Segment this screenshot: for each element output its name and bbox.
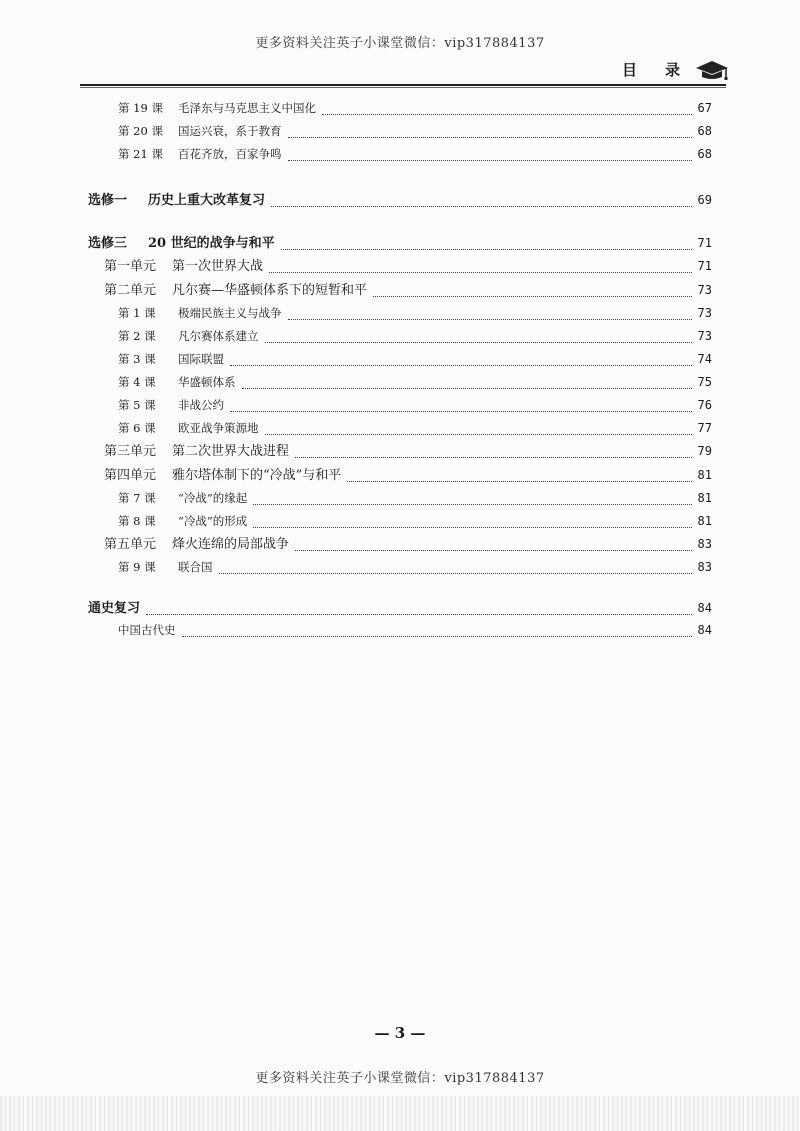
toc-row[interactable] bbox=[118, 418, 712, 438]
toc-leader bbox=[265, 328, 693, 343]
page-number: — 3 — bbox=[374, 1024, 426, 1042]
toc-leader bbox=[269, 258, 692, 273]
toc-row-page: 77 bbox=[697, 421, 712, 435]
header-title bbox=[622, 59, 682, 80]
toc-row[interactable] bbox=[88, 598, 712, 618]
toc-row[interactable] bbox=[118, 511, 712, 531]
toc-row-number: 第 5 课 bbox=[118, 398, 156, 412]
toc-row-page: 68 bbox=[697, 124, 712, 138]
toc-row-title: 第一次世界大战 bbox=[172, 259, 264, 274]
toc-row-title: 毛泽东与马克思主义中国化 bbox=[178, 101, 316, 115]
toc-row-number: 第四单元 bbox=[104, 468, 157, 483]
toc-leader bbox=[295, 443, 692, 458]
toc-leader bbox=[230, 351, 692, 366]
toc-row-page: 84 bbox=[697, 601, 712, 615]
toc-row-title: 20 世纪的战争与和平 bbox=[148, 236, 275, 251]
toc-row[interactable] bbox=[118, 620, 712, 640]
header-rule bbox=[80, 84, 726, 86]
toc-leader bbox=[146, 600, 692, 615]
header-title-char-2: 录 bbox=[665, 61, 683, 79]
toc-row[interactable] bbox=[118, 326, 712, 346]
toc-row-page: 73 bbox=[697, 329, 712, 343]
toc-leader bbox=[253, 513, 692, 528]
toc-row-page: 67 bbox=[697, 101, 712, 115]
toc-row-title: 烽火连绵的局部战争 bbox=[172, 537, 290, 552]
toc-row-number: 第 2 课 bbox=[118, 329, 156, 343]
toc-leader bbox=[288, 123, 693, 138]
toc-row-number: 第 8 课 bbox=[118, 514, 156, 528]
toc-row-page: 81 bbox=[697, 468, 712, 482]
toc-row-title: 中国古代史 bbox=[118, 623, 176, 637]
toc-row[interactable] bbox=[104, 465, 712, 485]
toc-row-title: 联合国 bbox=[178, 560, 213, 574]
toc-row-page: 73 bbox=[697, 306, 712, 320]
toc-row-number: 第 7 课 bbox=[118, 491, 156, 505]
watermark-bottom: 更多资料关注英子小课堂微信：vip317884137 bbox=[255, 1071, 545, 1086]
page-header bbox=[622, 58, 732, 82]
header-rule-thin bbox=[80, 87, 726, 88]
toc-row-number: 第 20 课 bbox=[118, 124, 163, 138]
toc-leader bbox=[242, 374, 693, 389]
toc-row-page: 83 bbox=[697, 537, 712, 551]
toc-row-page: 81 bbox=[697, 491, 712, 505]
toc-row-title: 华盛顿体系 bbox=[178, 375, 236, 389]
toc-leader bbox=[265, 420, 693, 435]
toc-row-page: 74 bbox=[697, 352, 712, 366]
toc-row[interactable] bbox=[118, 488, 712, 508]
toc-row-page: 73 bbox=[697, 283, 712, 297]
toc-row[interactable] bbox=[118, 395, 712, 415]
toc-row-number: 第 3 课 bbox=[118, 352, 156, 366]
toc-row[interactable] bbox=[118, 372, 712, 392]
toc-row-page: 69 bbox=[697, 193, 712, 207]
watermark-top: 更多资料关注英子小课堂微信：vip317884137 bbox=[255, 36, 545, 51]
toc-row-number: 第五单元 bbox=[104, 537, 157, 552]
toc-row[interactable] bbox=[118, 144, 712, 164]
toc-row-number: 第 21 课 bbox=[118, 147, 163, 161]
toc-leader bbox=[182, 622, 693, 637]
toc-leader bbox=[373, 282, 692, 297]
toc-row-title: “冷战”的缘起 bbox=[178, 491, 248, 505]
toc-row-number: 第 6 课 bbox=[118, 421, 156, 435]
toc-row-page: 71 bbox=[697, 259, 712, 273]
toc-row-title: 凡尔赛体系建立 bbox=[178, 329, 259, 343]
toc-row[interactable] bbox=[118, 557, 712, 577]
toc-row[interactable] bbox=[118, 121, 712, 141]
toc-row-page: 76 bbox=[697, 398, 712, 412]
toc-row-page: 71 bbox=[697, 236, 712, 250]
toc-row-page: 75 bbox=[697, 375, 712, 389]
toc-leader bbox=[253, 490, 692, 505]
toc-row[interactable] bbox=[104, 280, 712, 300]
toc-row-page: 83 bbox=[697, 560, 712, 574]
toc-row-title: 欧亚战争策源地 bbox=[178, 421, 259, 435]
toc-leader bbox=[288, 305, 693, 320]
toc-row-number: 第 1 课 bbox=[118, 306, 156, 320]
toc-row-title: 百花齐放，百家争鸣 bbox=[178, 147, 282, 161]
toc-row-number: 第二单元 bbox=[104, 283, 157, 298]
toc-row-page: 84 bbox=[697, 623, 712, 637]
toc-row[interactable] bbox=[104, 534, 712, 554]
toc-leader bbox=[271, 192, 692, 207]
toc-row-title: 国运兴衰，系于教育 bbox=[178, 124, 282, 138]
toc-leader bbox=[347, 467, 692, 482]
toc-leader bbox=[281, 235, 692, 250]
toc-row[interactable] bbox=[118, 98, 712, 118]
toc-row-number: 第一单元 bbox=[104, 259, 157, 274]
toc-row-number: 第 4 课 bbox=[118, 375, 156, 389]
toc-row-page: 79 bbox=[697, 444, 712, 458]
toc-row-number: 选修一 bbox=[88, 193, 128, 208]
toc-row-title: 雅尔塔体制下的“冷战”与和平 bbox=[172, 468, 342, 483]
toc-row-title: 历史上重大改革复习 bbox=[148, 193, 266, 208]
toc-leader bbox=[230, 397, 692, 412]
toc-row[interactable] bbox=[118, 349, 712, 369]
toc-row-title: 非战公约 bbox=[178, 398, 224, 412]
scan-noise-strip bbox=[0, 1096, 800, 1131]
toc-leader bbox=[295, 536, 692, 551]
toc-row-title: 凡尔赛—华盛顿体系下的短暂和平 bbox=[172, 283, 368, 298]
toc-row[interactable] bbox=[104, 441, 712, 461]
header-title-char-1: 目 bbox=[622, 61, 640, 79]
toc-leader bbox=[219, 559, 693, 574]
toc-row-title: 极端民族主义与战争 bbox=[178, 306, 282, 320]
graduation-cap-icon bbox=[692, 58, 732, 82]
toc-row-title: 国际联盟 bbox=[178, 352, 224, 366]
toc-leader bbox=[288, 146, 693, 161]
toc-row-title: “冷战”的形成 bbox=[178, 514, 248, 528]
toc-leader bbox=[322, 100, 692, 115]
toc-row-number: 第 9 课 bbox=[118, 560, 156, 574]
toc-row[interactable] bbox=[88, 233, 712, 253]
toc-row-title: 通史复习 bbox=[88, 601, 141, 616]
toc-row-page: 81 bbox=[697, 514, 712, 528]
toc-row-number: 第三单元 bbox=[104, 444, 157, 459]
toc-row-page: 68 bbox=[697, 147, 712, 161]
toc-row-number: 第 19 课 bbox=[118, 101, 163, 115]
toc-row[interactable] bbox=[118, 303, 712, 323]
toc-row-number: 选修三 bbox=[88, 236, 128, 251]
toc-row[interactable] bbox=[104, 256, 712, 276]
toc-row-title: 第二次世界大战进程 bbox=[172, 444, 290, 459]
toc-row[interactable] bbox=[88, 190, 712, 210]
